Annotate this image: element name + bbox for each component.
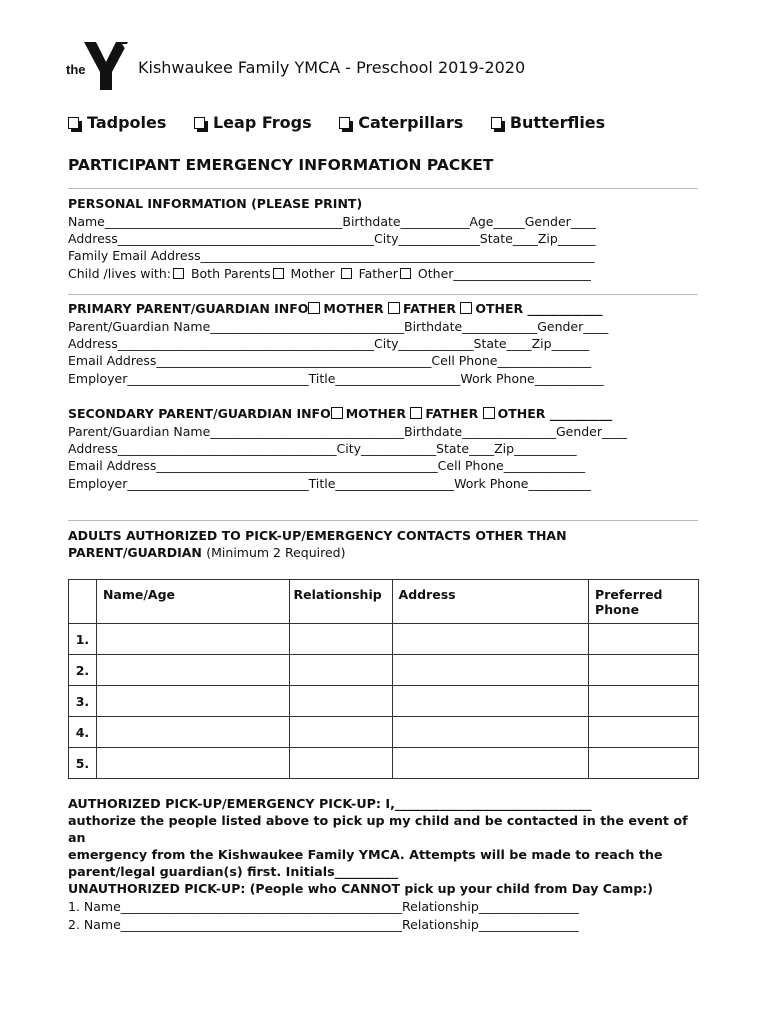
authorized-pickup-paragraph xyxy=(68,795,708,880)
row-number: 4. xyxy=(69,717,97,748)
checkbox-icon[interactable] xyxy=(308,302,320,314)
checkbox-icon[interactable] xyxy=(400,268,411,279)
ymca-y-icon xyxy=(82,40,130,92)
lives-with-label: Child /lives with: xyxy=(68,266,171,281)
cell-relationship[interactable] xyxy=(289,624,392,655)
cell-phone[interactable] xyxy=(589,717,699,748)
cell-name-age[interactable] xyxy=(96,686,289,717)
unauthorized-heading: UNAUTHORIZED PICK-UP: (People who CANNOT pick up your child from Day Camp:) xyxy=(68,881,653,896)
authorized-line2: authorize the people listed above to pick up my child and be contacted in the event of an xyxy=(68,813,688,845)
secondary-other-option[interactable]: OTHER __________ xyxy=(497,406,613,421)
authorized-line3: emergency from the Kishwaukee Family YMCA. Attempts will be made to reach the xyxy=(68,847,663,862)
cell-phone[interactable] xyxy=(589,624,699,655)
checkbox-icon[interactable] xyxy=(388,302,400,314)
contacts-heading-line1: ADULTS AUTHORIZED TO PICK-UP/EMERGENCY CONTACTS OTHER THAN xyxy=(68,528,567,543)
divider xyxy=(68,520,698,521)
primary-address-line[interactable]: Address_________________________________________City____________State____Zip______ xyxy=(68,336,590,351)
secondary-name-line[interactable]: Parent/Guardian Name_______________________________Birthdate_______________Gender____ xyxy=(68,424,628,439)
row-number: 2. xyxy=(69,655,97,686)
lives-with-other[interactable]: Other______________________ xyxy=(417,266,591,281)
contacts-heading-line2: PARENT/GUARDIAN (Minimum 2 Required) xyxy=(68,545,346,560)
program-option-tadpoles[interactable]: Tadpoles xyxy=(68,113,166,132)
lives-with-father: Father xyxy=(358,266,398,281)
primary-other-option[interactable]: OTHER ____________ xyxy=(475,301,603,316)
cell-name-age[interactable] xyxy=(96,624,289,655)
checkbox-icon[interactable] xyxy=(273,268,284,279)
checkbox-icon[interactable] xyxy=(339,117,350,129)
table-row xyxy=(69,717,699,748)
program-option-caterpillars[interactable]: Caterpillars xyxy=(339,113,463,132)
secondary-employer-line[interactable]: Employer_____________________________Title___________________Work Phone__________ xyxy=(68,476,591,491)
cell-address[interactable] xyxy=(392,655,589,686)
primary-mother-option: MOTHER xyxy=(323,301,384,316)
cell-name-age[interactable] xyxy=(96,655,289,686)
cell-name-age[interactable] xyxy=(96,748,289,779)
lives-with-mother: Mother xyxy=(290,266,335,281)
primary-employer-line[interactable]: Employer_____________________________Title____________________Work Phone___________ xyxy=(68,371,604,386)
divider xyxy=(68,294,698,295)
cell-phone[interactable] xyxy=(589,686,699,717)
checkbox-icon[interactable] xyxy=(410,407,422,419)
checkbox-icon[interactable] xyxy=(331,407,343,419)
cell-phone[interactable] xyxy=(589,748,699,779)
primary-father-option: FATHER xyxy=(403,301,456,316)
table-row xyxy=(69,624,699,655)
checkbox-icon[interactable] xyxy=(194,117,205,129)
table-row xyxy=(69,655,699,686)
row-number: 5. xyxy=(69,748,97,779)
personal-address-line[interactable]: Address_________________________________________City_____________State____Zip______ xyxy=(68,231,596,246)
program-option-butterflies[interactable]: Butterflies xyxy=(491,113,605,132)
cell-relationship[interactable] xyxy=(289,686,392,717)
authorized-line4[interactable]: parent/legal guardian(s) first. Initials__________ xyxy=(68,864,399,879)
personal-info-heading: PERSONAL INFORMATION (PLEASE PRINT) xyxy=(68,196,363,211)
contacts-heading-note: (Minimum 2 Required) xyxy=(206,545,346,560)
logo-text: the xyxy=(66,62,86,77)
secondary-address-line[interactable]: Address___________________________________City____________State____Zip__________ xyxy=(68,441,577,456)
cell-address[interactable] xyxy=(392,717,589,748)
unauthorized-line2[interactable]: 2. Name_____________________________________________Relationship________________ xyxy=(68,917,579,932)
primary-email-line[interactable]: Email Address____________________________________________Cell Phone_______________ xyxy=(68,353,592,368)
cell-name-age[interactable] xyxy=(96,717,289,748)
primary-guardian-heading: PRIMARY PARENT/GUARDIAN INFO MOTHER FATHER OTHER ____________ xyxy=(68,301,603,316)
lives-with-both-parents: Both Parents xyxy=(190,266,271,281)
checkbox-icon[interactable] xyxy=(483,407,495,419)
cell-relationship[interactable] xyxy=(289,748,392,779)
cell-phone[interactable] xyxy=(589,655,699,686)
contacts-table xyxy=(68,579,699,779)
cell-address[interactable] xyxy=(392,686,589,717)
row-number: 3. xyxy=(69,686,97,717)
unauthorized-line1[interactable]: 1. Name_____________________________________________Relationship________________ xyxy=(68,899,579,914)
secondary-father-option: FATHER xyxy=(425,406,479,421)
table-header-address: Address xyxy=(392,580,589,624)
table-row xyxy=(69,748,699,779)
checkbox-icon[interactable] xyxy=(491,117,502,129)
packet-title: PARTICIPANT EMERGENCY INFORMATION PACKET xyxy=(68,156,494,174)
table-header-number xyxy=(69,580,97,624)
authorized-line1[interactable]: AUTHORIZED PICK-UP/EMERGENCY PICK-UP: I,_______________________________ xyxy=(68,796,592,811)
personal-name-line[interactable]: Name______________________________________Birthdate___________Age_____Gender____ xyxy=(68,214,596,229)
primary-name-line[interactable]: Parent/Guardian Name_______________________________Birthdate____________Gender____ xyxy=(68,319,609,334)
divider xyxy=(68,188,698,189)
cell-address[interactable] xyxy=(392,748,589,779)
cell-relationship[interactable] xyxy=(289,655,392,686)
checkbox-icon[interactable] xyxy=(460,302,472,314)
lives-with-line xyxy=(68,266,591,281)
document-title: Kishwaukee Family YMCA - Preschool 2019-2020 xyxy=(138,58,526,77)
table-header-relationship: Relationship xyxy=(289,580,392,624)
ymca-logo xyxy=(66,40,130,92)
row-number: 1. xyxy=(69,624,97,655)
secondary-email-line[interactable]: Email Address_____________________________________________Cell Phone_____________ xyxy=(68,458,585,473)
secondary-mother-option: MOTHER xyxy=(345,406,406,421)
cell-address[interactable] xyxy=(392,624,589,655)
checkbox-icon[interactable] xyxy=(341,268,352,279)
program-options xyxy=(68,113,627,135)
table-header-name-age: Name/Age xyxy=(96,580,289,624)
program-option-leap-frogs[interactable]: Leap Frogs xyxy=(194,113,312,132)
personal-email-line[interactable]: Family Email Address_______________________________________________________________ xyxy=(68,248,595,263)
secondary-guardian-heading: SECONDARY PARENT/GUARDIAN INFO MOTHER FATHER OTHER __________ xyxy=(68,406,613,421)
table-header-preferred-phone: Preferred Phone xyxy=(589,580,699,624)
table-header-row xyxy=(69,580,699,624)
table-row xyxy=(69,686,699,717)
checkbox-icon[interactable] xyxy=(173,268,184,279)
cell-relationship[interactable] xyxy=(289,717,392,748)
checkbox-icon[interactable] xyxy=(68,117,79,129)
